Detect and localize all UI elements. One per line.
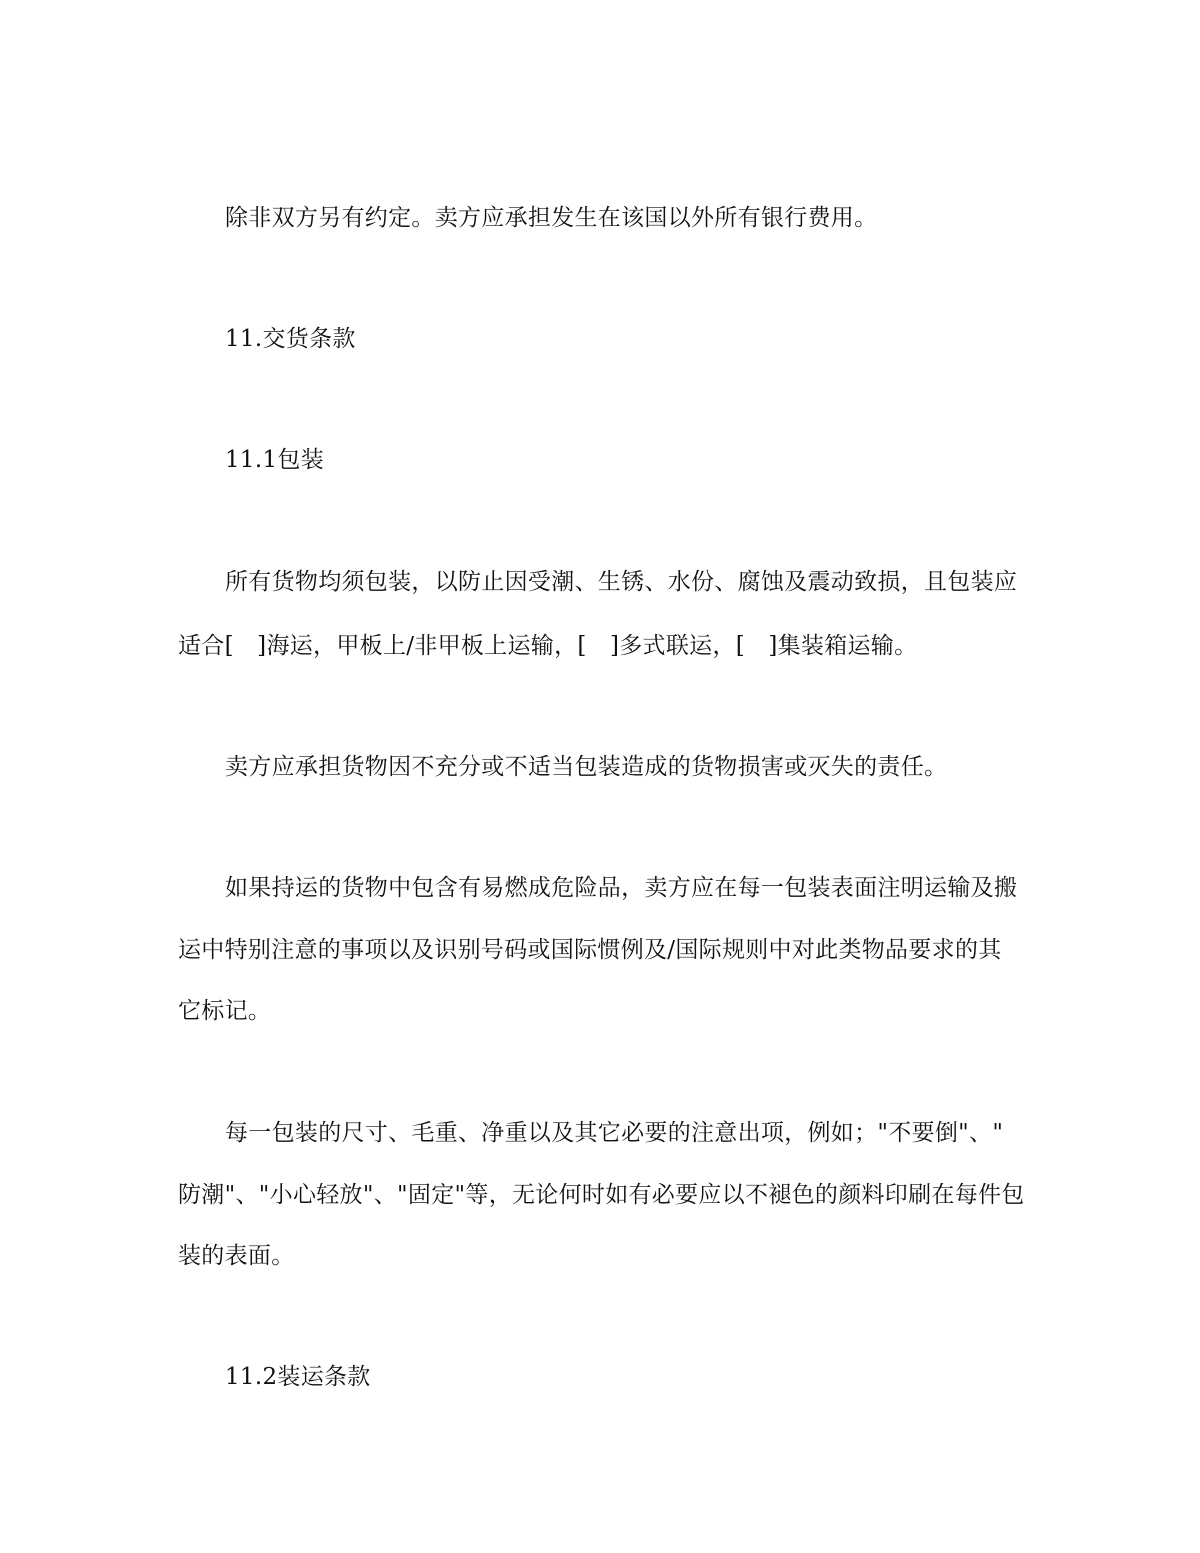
paragraph-dangerous-goods-line-2: 运中特别注意的事项以及识别号码或国际惯例及/国际规则中对此类物品要求的其 xyxy=(178,937,1002,963)
subsection-heading-shipment-terms: 11.2装运条款 xyxy=(225,1364,371,1390)
paragraph-dangerous-goods-line-1: 如果持运的货物中包含有易燃成危险品，卖方应在每一包装表面注明运输及搬 xyxy=(225,875,1018,901)
paragraph-package-marks-line-3: 装的表面。 xyxy=(178,1243,295,1269)
paragraph-packing-line-1: 所有货物均须包装，以防止因受潮、生锈、水份、腐蚀及震动致损，且包装应 xyxy=(225,569,1018,595)
paragraph-bank-fees: 除非双方另有约定。卖方应承担发生在该国以外所有银行费用。 xyxy=(225,205,878,231)
paragraph-packing-liability: 卖方应承担货物因不充分或不适当包装造成的货物损害或灭失的责任。 xyxy=(225,754,948,780)
paragraph-package-marks-line-1: 每一包装的尺寸、毛重、净重以及其它必要的注意出项，例如；"不要倒"、" xyxy=(225,1120,1004,1146)
paragraph-dangerous-goods-line-3: 它标记。 xyxy=(178,998,272,1024)
subsection-heading-packing: 11.1包装 xyxy=(225,447,325,473)
paragraph-packing-line-2: 适合[ ]海运，甲板上/非甲板上运输，[ ]多式联运，[ ]集装箱运输。 xyxy=(178,633,918,659)
section-heading-delivery-terms: 11.交货条款 xyxy=(225,326,356,352)
paragraph-package-marks-line-2: 防潮"、"小心轻放"、"固定"等，无论何时如有必要应以不褪色的颜料印刷在每件包 xyxy=(178,1182,1025,1208)
